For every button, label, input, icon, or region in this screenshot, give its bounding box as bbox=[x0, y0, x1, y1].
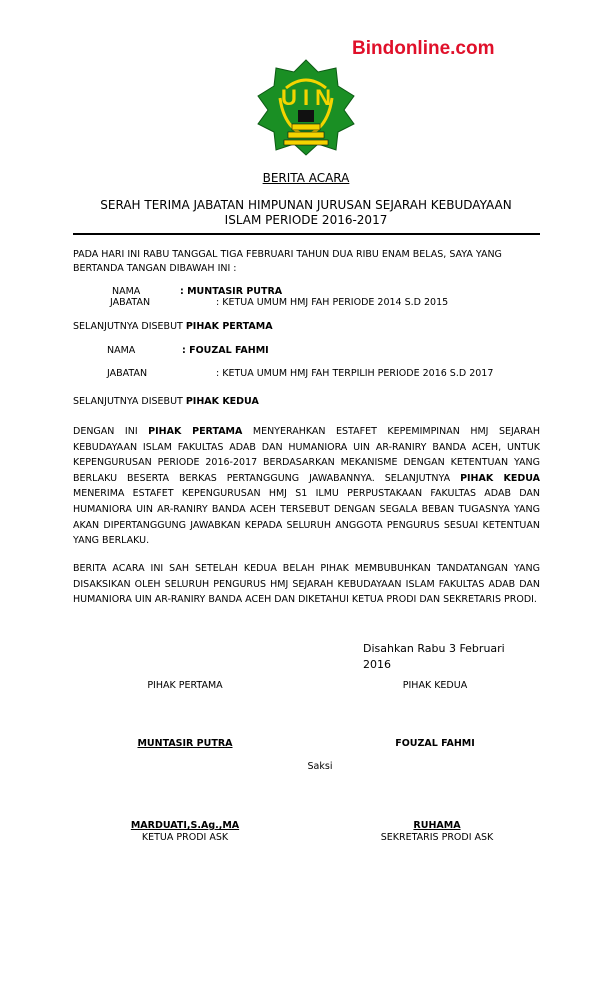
ratification-date bbox=[363, 641, 505, 673]
sign-left-label: PIHAK PERTAMA bbox=[147, 680, 223, 691]
intro-paragraph bbox=[73, 248, 543, 276]
witness-label: Saksi bbox=[307, 761, 333, 772]
witness-left-name: MARDUATI,S.Ag.,MA bbox=[130, 820, 240, 831]
validity-paragraph: BERITA ACARA INI SAH SETELAH KEDUA BELAH PIHAK MEMBUBUHKAN TANDATANGAN YANG DISAKSIKAN OLEH SELURUH PENGURUS HMJ SEJARAH KEBUDAYAAN ISLAM FAKULTAS ADAB DAN HUMANIORA UIN AR-RANIRY BANDA ACEH DAN DIKETAHUI KETUA PRODI DAN SEKRETARIS PRODI. bbox=[73, 563, 540, 606]
para1-d: PIHAK KEDUA bbox=[460, 472, 540, 484]
witness-right-role: SEKRETARIS PRODI ASK bbox=[380, 832, 494, 843]
pihak2-jabatan-value: : KETUA UMUM HMJ FAH TERPILIH PERIODE 2016 S.D 2017 bbox=[216, 368, 494, 379]
pihak1-sebut-prefix: SELANJUTNYA DISEBUT bbox=[73, 321, 186, 332]
ratification-line-2: 2016 bbox=[363, 658, 391, 671]
pihak1-designation bbox=[73, 320, 273, 334]
intro-line-2: BERTANDA TANGAN DIBAWAH INI : bbox=[73, 263, 237, 274]
para1-e: MENERIMA ESTAFET KEPENGURUSAN HMJ S1 ILMU PERPUSTAKAAN FAKULTAS ADAB DAN HUMANIORA UIN AR-RANIRY BANDA ACEH TERSEBUT DENGAN SEGALA BEBAN TUGASNYA YANG AKAN DIPERTANGGUNG JAWABKAN KEPADA SELURUH ANGGOTA PENGURUS SESUAI KETENTUAN YANG BERLAKU. bbox=[73, 488, 540, 547]
pihak2-sebut-bold: PIHAK KEDUA bbox=[185, 396, 259, 407]
witness-right-name: RUHAMA bbox=[413, 820, 461, 831]
pihak2-jabatan-label: JABATAN bbox=[107, 368, 148, 379]
subtitle-line-1: SERAH TERIMA JABATAN HIMPUNAN JURUSAN SEJARAH KEBUDAYAAN bbox=[100, 198, 512, 212]
para1-a: DENGAN INI bbox=[73, 426, 149, 437]
pihak2-designation bbox=[73, 395, 259, 409]
pihak1-nama-label: NAMA bbox=[112, 286, 141, 297]
title-divider bbox=[73, 233, 540, 235]
pihak1-jabatan-value: : KETUA UMUM HMJ FAH PERIODE 2014 S.D 2015 bbox=[216, 297, 449, 308]
pihak2-sebut-prefix: SELANJUTNYA DISEBUT bbox=[73, 396, 186, 407]
svg-text:U I N: U I N bbox=[280, 85, 332, 110]
document-subtitle bbox=[70, 198, 542, 228]
ratification-line-1: Disahkan Rabu 3 Februari bbox=[363, 642, 505, 655]
document-title: BERITA ACARA bbox=[262, 171, 350, 185]
para1-b: PIHAK PERTAMA bbox=[148, 426, 243, 437]
pihak1-jabatan-label: JABATAN bbox=[110, 297, 151, 308]
sign-right-label: PIHAK KEDUA bbox=[402, 680, 468, 691]
pihak1-nama-value: : MUNTASIR PUTRA bbox=[180, 286, 283, 297]
witness-left-role: KETUA PRODI ASK bbox=[141, 832, 229, 843]
intro-line-1: PADA HARI INI RABU TANGGAL TIGA FEBRUARI TAHUN DUA RIBU ENAM BELAS, SAYA YANG bbox=[73, 249, 502, 260]
main-paragraph bbox=[73, 424, 540, 549]
watermark-text: Bindonline.com bbox=[352, 38, 495, 59]
sign-right-name: FOUZAL FAHMI bbox=[395, 738, 475, 749]
pihak2-nama-label: NAMA bbox=[107, 345, 136, 356]
uin-logo bbox=[250, 58, 362, 156]
pihak1-sebut-bold: PIHAK PERTAMA bbox=[185, 321, 273, 332]
pihak2-nama-value: : FOUZAL FAHMI bbox=[182, 345, 269, 356]
sign-left-name: MUNTASIR PUTRA bbox=[137, 738, 233, 749]
subtitle-line-2: ISLAM PERIODE 2016-2017 bbox=[224, 213, 388, 227]
para1-c: MENYERAHKAN ESTAFET KEPEMIMPINAN HMJ SEJARAH KEBUDAYAAN ISLAM FAKULTAS ADAB DAN HUMANIORA UIN AR-RANIRY BANDA ACEH, UNTUK KEPENGURUSAN PERIODE 2016-2017 BERDASARKAN MEKANISME DENGAN KETENTUAN YANG BERLAKU BESERTA BERKAS PERTANGGUNG JAWABANNYA. SELANJUTNYA bbox=[73, 426, 541, 484]
